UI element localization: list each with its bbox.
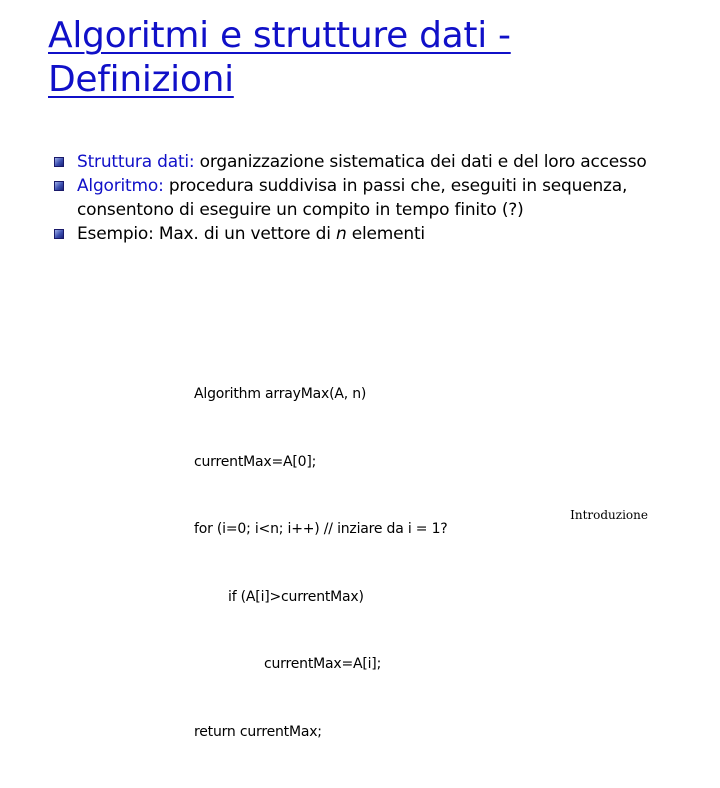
slide-title bbox=[48, 14, 688, 102]
slide-title-line-2: Definizioni bbox=[48, 59, 234, 100]
code-line: Algorithm arrayMax(A, n) bbox=[194, 386, 367, 402]
slide-footer: Introduzione bbox=[570, 508, 648, 522]
bullet-emphasis: n bbox=[335, 224, 347, 244]
bullet-term: Algoritmo: bbox=[77, 176, 164, 196]
slide-title-line-1: Algoritmi e strutture dati - bbox=[48, 15, 511, 56]
code-line: for (i=0; i<n; i++) // inziare da i = 1? bbox=[194, 521, 448, 537]
pseudocode-block bbox=[194, 338, 448, 788]
checkbox-bullet-icon bbox=[54, 157, 64, 167]
bullet-text: organizzazione sistematica dei dati e del loro accesso bbox=[194, 152, 647, 172]
checkbox-bullet-icon bbox=[54, 229, 64, 239]
bullet-text: procedura suddivisa in passi che, eseguiti in sequenza, consentono di eseguire un compito in tempo finito (?) bbox=[77, 176, 628, 220]
bullet-item-struttura-dati bbox=[54, 150, 674, 174]
checkbox-bullet-icon bbox=[54, 181, 64, 191]
code-line: return currentMax; bbox=[194, 723, 322, 740]
code-line: currentMax=A[0]; bbox=[194, 453, 317, 470]
code-line: if (A[i]>currentMax) bbox=[228, 588, 364, 605]
bullet-list bbox=[54, 150, 674, 246]
bullet-term: Struttura dati: bbox=[77, 152, 195, 172]
bullet-text: elementi bbox=[346, 224, 425, 244]
bullet-item-esempio bbox=[54, 222, 674, 246]
bullet-item-algoritmo bbox=[54, 174, 674, 222]
code-line: currentMax=A[i]; bbox=[264, 656, 382, 672]
bullet-text: Esempio: Max. di un vettore di bbox=[77, 224, 336, 244]
